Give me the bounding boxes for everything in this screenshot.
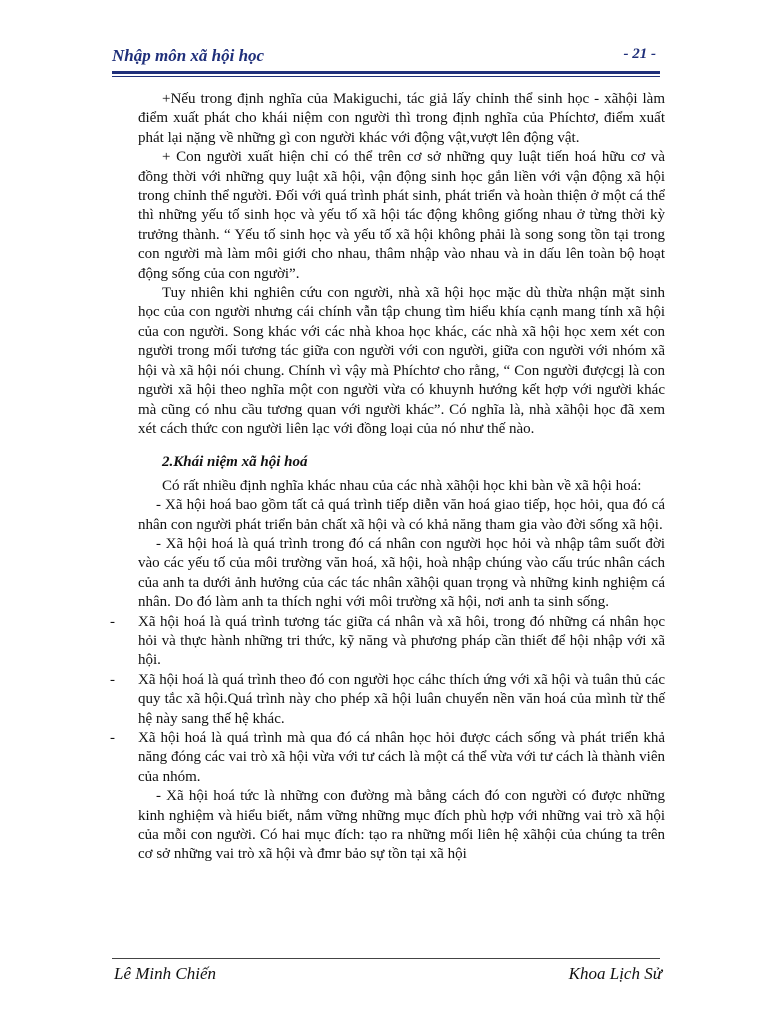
bullet-item xyxy=(110,613,665,671)
section-intro: Có rất nhiều định nghĩa khác nhau của các nhà xãhội học khi bàn về xã hội hoá: xyxy=(162,477,642,494)
footer-department: Khoa Lịch Sử xyxy=(568,964,662,983)
bullet-text: Xã hội hoá là quá trình theo đó con người học cáhc thích ứng với xã hội và tuân thủ các quy tắc xã hội.Quá trình này cho phép xã hội luân chuyển nền văn hoá của mình từ thế hệ này sang thế hệ khác. xyxy=(138,671,665,727)
bullet-item xyxy=(110,729,665,787)
definition-item: - Xã hội hoá là quá trình trong đó cá nhân con người học hỏi và nhập tâm suốt đời vào các yếu tố của môi trường văn hoá, xã hội, hoà nhập chúng vào cấu trúc nhân cách của anh ta dưới ảnh hưởng của các tác nhân xãhội quan trọng và những kinh nghiệm cá nhân. Do đó làm anh ta thích nghi với môi trường xã hội, nơi anh ta sinh sống. xyxy=(138,535,665,611)
header-rule xyxy=(112,71,660,74)
paragraph: +Nếu trong định nghĩa của Makiguchi, tác giả lấy chỉnh thể sinh học - xãhội làm điểm xuất phát cho khái niệm con người thì trong định nghĩa của Phíchtơ, điểm xuất phát lại nặng về những gì con người khác với động vật,vượt lên động vật. xyxy=(138,91,665,146)
footer-author: Lê Minh Chiến xyxy=(114,964,216,983)
header-rule-thin xyxy=(112,76,660,77)
paragraph: Tuy nhiên khi nghiên cứu con người, nhà xã hội học mặc dù thừa nhận mặt sinh học của con người nhưng cái chính vẫn tập chung tìm hiểu khía cạnh mang tính xã hội của con người. Song khác với các nhà khoa học khác, các nhà xã hội học xem xét con người trong mối tương tác giữa con người với con người, giữa con người với nhóm xã hội và xã hội nói chung. Chính vì vậy mà Phíchtơ cho rằng, “ Con người đượcgị là con người xã hội theo nghĩa một con người vừa có khuynh hướng kết hợp với người khác mà cũng có nhu cầu tương quan với người khác”. Có nghĩa là, nhà xãhội học đã xem xét cách thức con người liên lạc với đồng loại của nó như thế nào. xyxy=(138,285,665,437)
bullet-marker: - xyxy=(110,671,115,688)
section-heading: 2.Khái niệm xã hội hoá xyxy=(162,454,308,471)
bullet-marker: - xyxy=(110,730,115,746)
definition-item: - Xã hội hoá bao gồm tất cả quá trình tiếp diễn văn hoá giao tiếp, học hỏi, qua đó cá nhân con người phát triển bản chất xã hội và có khả năng tham gia vào đời sống xã hội. xyxy=(138,497,665,533)
bullet-marker: - xyxy=(110,613,115,630)
paragraph: + Con người xuất hiện chỉ có thể trên cơ sở những quy luật tiến hoá hữu cơ và đồng thời với những quy luật xã hội, vận động sinh học gắn liền với vận động xã hội trong chỉnh thể người. Đối với quá trình phát sinh, phát triển và hoàn thiện ở một cá thể thì những yếu tố sinh học và yếu tố xã hội tác động không giống nhau ở từng thời kỳ trưởng thành. “ Yếu tố sinh học và yếu tố xã hội không phải là song song tồn tại trong con người mà làm môi giới cho nhau, thâm nhập vào nhau và in dấu lên toàn bộ hoạt động sống của con người”. xyxy=(138,149,665,282)
bullet-text: Xã hội hoá là quá trình mà qua đó cá nhân học hỏi được cách sống và phát triển khả năng đóng các vai trò xã hội vừa với tư cách là một cá thể vừa với tư cách là thành viên của nhóm. xyxy=(138,730,665,785)
page-header xyxy=(112,46,660,72)
footer-rule xyxy=(112,958,660,959)
bullet-item xyxy=(110,671,665,729)
bullet-text: Xã hội hoá là quá trình tương tác giữa cá nhân và xã hôi, trong đó những cá nhân học hỏi và thực hành những tri thức, kỹ năng và phương pháp cần thiết để hội nhập với xã hội. xyxy=(138,613,665,669)
page-number: - 21 - xyxy=(623,46,656,62)
closing-paragraph: - Xã hội hoá tức là những con đường mà bằng cách đó con người có được những kinh nghiệm và hiểu biết, nắm vững những mục đích phù hợp với những vai trò xã hội của mỗi con người. Có hai mục đích: tạo ra những mối liên hệ xãhội của chúng ta trên cơ sở những vai trò xã hội và đmr bảo sự tồn tại xã hội xyxy=(138,788,665,863)
page-body xyxy=(110,90,665,865)
header-title: Nhập môn xã hội học xyxy=(112,46,265,65)
